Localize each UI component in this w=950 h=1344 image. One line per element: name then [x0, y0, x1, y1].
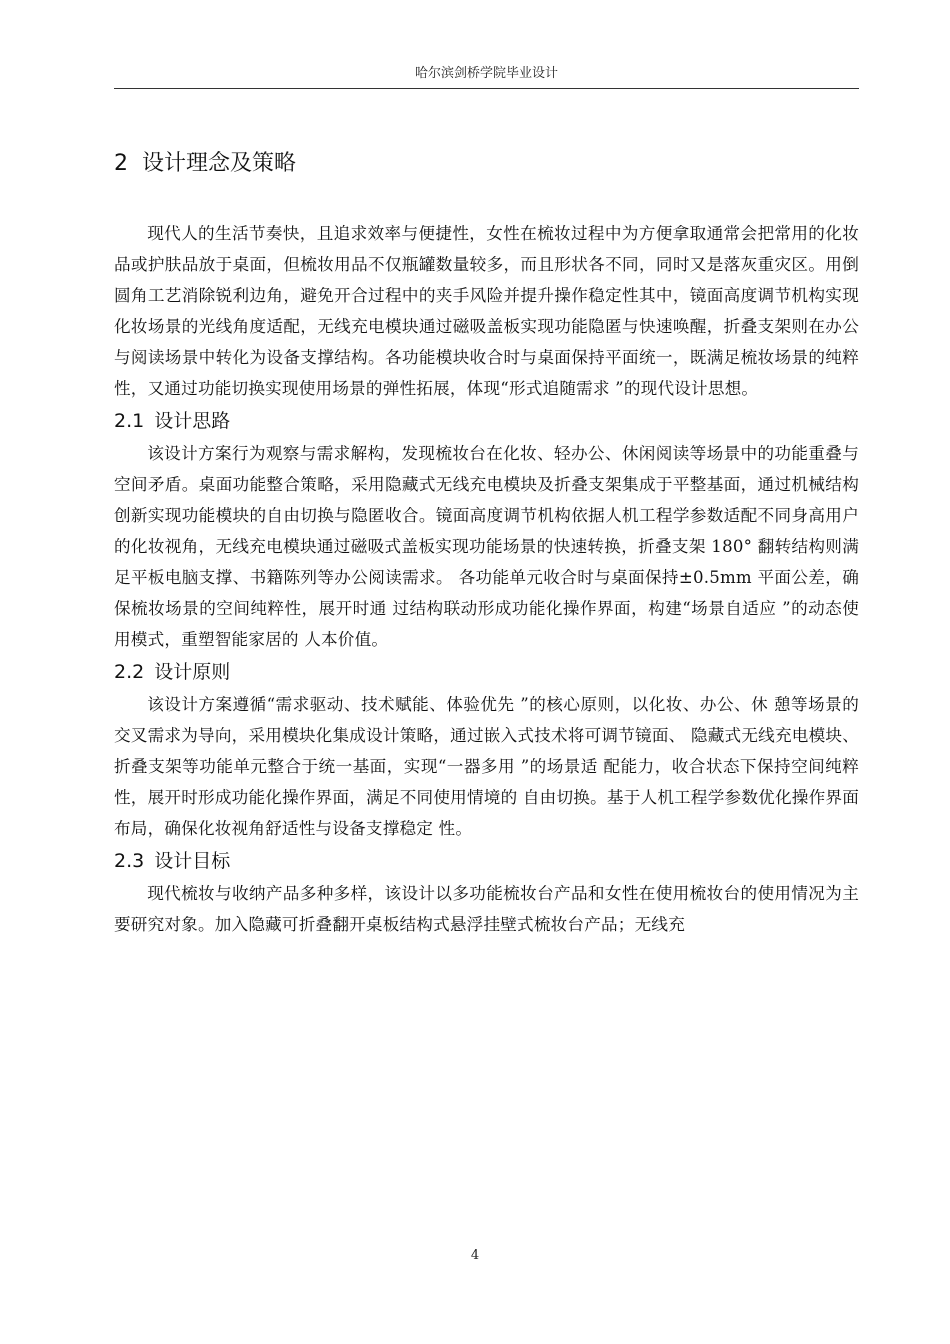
section-title-2-2 — [114, 655, 859, 689]
header-rule — [114, 88, 859, 89]
chapter-title-text: 设计理念及策略 — [142, 151, 297, 176]
section-number: 2.1 — [114, 410, 145, 432]
section-title-text: 设计目标 — [154, 850, 231, 872]
page-header: 哈尔滨剑桥学院毕业设计 — [414, 66, 558, 81]
section-2-2-paragraph: 该设计方案遵循“需求驱动、技术赋能、体验优先 ”的核心原则，以化妆、办公、休 憩等场景的交叉需求为导向，采用模块化集成设计策略，通过嵌入式技术将可调节镜面、 隐藏式无线充电模块、折叠支架等功能单元整合于统一基面，实现“一器多用 ”的场景适 配能力，收合状态下保持空间纯粹性，展开时形成功能化操作界面，满足不同使用情境的 自由切换。基于人机工程学参数优化操作界面布局，确保化妆视角舒适性与设备支撑稳定 性。 — [114, 695, 859, 838]
chapter-title — [114, 146, 859, 182]
section-title-2-1 — [114, 404, 859, 438]
page-body — [114, 146, 859, 940]
section-number: 2.2 — [114, 661, 145, 683]
section-title-text: 设计思路 — [154, 410, 231, 432]
page-number: 4 — [470, 1248, 480, 1263]
section-title-text: 设计原则 — [154, 661, 231, 683]
section-number: 2.3 — [114, 850, 145, 872]
section-title-2-3 — [114, 844, 859, 878]
section-2-3-paragraph: 现代梳妆与收纳产品多种多样，该设计以多功能梳妆台产品和女性在使用梳妆台的使用情况为主要研究对象。加入隐藏可折叠翻开桌板结构式悬浮挂壁式梳妆台产品；无线充 — [114, 884, 859, 934]
chapter-number: 2 — [114, 151, 128, 176]
section-2-1-paragraph: 该设计方案行为观察与需求解构，发现梳妆台在化妆、轻办公、休闲阅读等场景中的功能重叠与空间矛盾。桌面功能整合策略，采用隐藏式无线充电模块及折叠支架集成于平整基面，通过机械结构创新实现功能模块的自由切换与隐匿收合。镜面高度调节机构依据人机工程学参数适配不同身高用户的化妆视角，无线充电模块通过磁吸式盖板实现功能场景的快速转换，折叠支架 180° 翻转结构则满足平板电脑支撑、书籍陈列等办公阅读需求。 各功能单元收合时与桌面保持±0.5mm 平面公差，确保梳妆场景的空间纯粹性，展开时通 过结构联动形成功能化操作界面，构建“场景自适应 ”的动态使用模式，重塑智能家居的 人本价值。 — [114, 444, 859, 649]
chapter-intro-paragraph: 现代人的生活节奏快，且追求效率与便捷性，女性在梳妆过程中为方便拿取通常会把常用的化妆品或护肤品放于桌面，但梳妆用品不仅瓶罐数量较多，而且形状各不同，同时又是落灰重灾区。用倒圆角工艺消除锐利边角，避免开合过程中的夹手风险并提升操作稳定性其中，镜面高度调节机构实现化妆场景的光线角度适配，无线充电模块通过磁吸盖板实现功能隐匿与快速唤醒，折叠支架则在办公与阅读场景中转化为设备支撑结构。各功能模块收合时与桌面保持平面统一，既满足梳妆场景的纯粹性，又通过功能切换实现使用场景的弹性拓展，体现“形式追随需求 ”的现代设计思想。 — [114, 224, 859, 398]
